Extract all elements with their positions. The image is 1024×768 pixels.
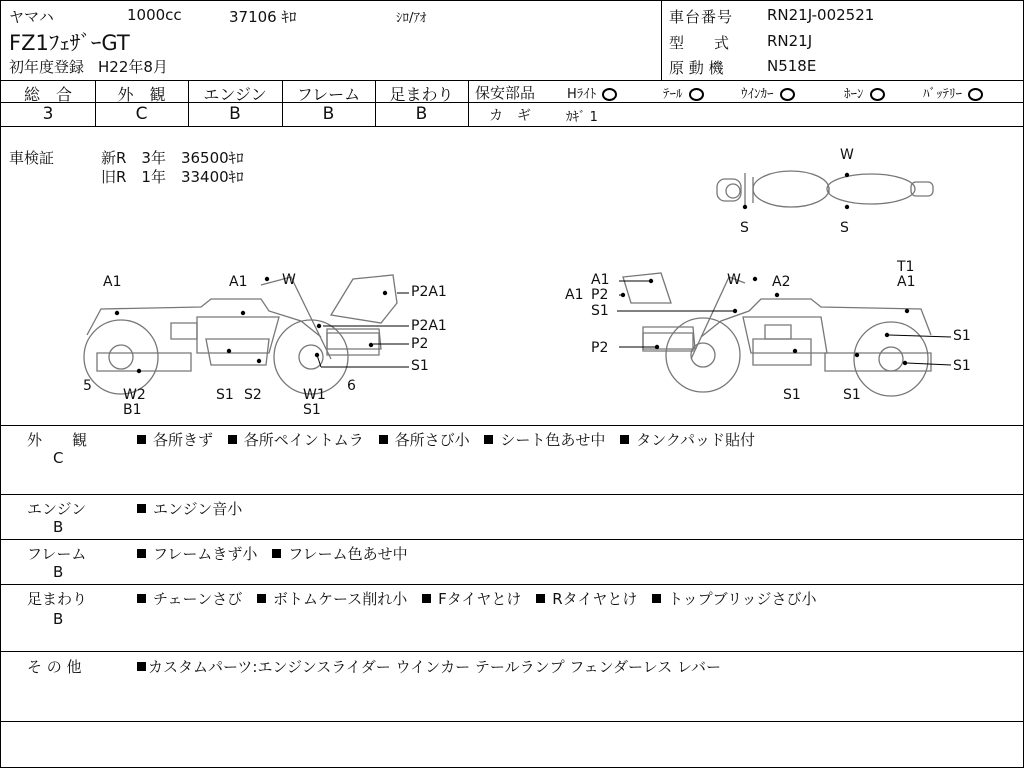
inspection-old: 旧R 1年 33400ｷﾛ [101, 168, 244, 186]
damage-label: P2 [591, 287, 609, 303]
damage-label: S1 [953, 328, 971, 344]
damage-label: S1 [303, 402, 321, 418]
bullet-square-icon [137, 435, 146, 444]
bullet-square-icon [137, 549, 146, 558]
model-type-value: RN21J [767, 32, 813, 50]
note-item: シート色あせ中 [500, 431, 606, 449]
diagram-bottom-rule [1, 425, 1023, 426]
safety-battery-label: ﾊﾞｯﾃﾘｰ [923, 87, 962, 102]
damage-label: T1 [897, 259, 915, 275]
ok-circle-icon [602, 88, 617, 101]
bullet-square-icon [137, 594, 146, 603]
safety-headlight [567, 83, 617, 102]
ok-circle-icon [689, 88, 704, 101]
grade-header-engine: エンジン [203, 85, 267, 104]
bullet-square-icon [379, 435, 388, 444]
damage-label: S1 [843, 387, 861, 403]
damage-points [115, 173, 909, 373]
note-item: フレームきず小 [153, 545, 258, 563]
note-item: チェーンさび [153, 590, 243, 608]
bike-left-view [84, 275, 397, 394]
grade-exterior: C [135, 104, 148, 124]
safety-parts-label: 保安部品 [475, 84, 536, 102]
first-registration-label: 初年度登録 [9, 58, 85, 76]
note-item: 各所さび小 [394, 431, 470, 449]
grade-header-overall: 総 合 [23, 85, 72, 104]
damage-label: B1 [123, 402, 142, 418]
note-engine-grade: B [53, 518, 64, 536]
damage-label: W [727, 272, 741, 288]
bullet-square-icon [257, 594, 266, 603]
ok-circle-icon [780, 88, 795, 101]
color: ｼﾛ/ｱｵ [396, 11, 427, 26]
bike-diagram [1, 127, 1023, 425]
safety-winker [741, 83, 795, 102]
note-rule [1, 651, 1023, 652]
inspection-label: 車検証 [9, 149, 55, 167]
note-suspension-items [137, 588, 816, 609]
grade-header-suspension: 足まわり [389, 85, 454, 104]
note-item: Rタイヤとけ [552, 590, 638, 608]
inspection-new: 新R 3年 36500ｷﾛ [101, 149, 244, 167]
damage-label: W2 [123, 387, 146, 403]
safety-horn-label: ﾎｰﾝ [844, 87, 864, 102]
bike-right-view [623, 273, 931, 396]
note-rule [1, 494, 1023, 495]
ok-circle-icon [968, 88, 983, 101]
key-label: カ ギ [489, 108, 531, 124]
bullet-square-icon [620, 435, 629, 444]
model-type-label: 型 式 [669, 34, 730, 52]
note-exterior-items [137, 429, 755, 450]
damage-label: P2A1 [411, 284, 447, 300]
engine-model-value: N518E [767, 57, 817, 75]
note-item: トップブリッジさび小 [668, 590, 817, 608]
damage-label: P2A1 [411, 318, 447, 334]
frame-number-label: 車台番号 [669, 8, 734, 26]
safety-battery [923, 83, 983, 102]
note-rule [1, 539, 1023, 540]
damage-label: S [840, 220, 849, 236]
bike-top-view [717, 171, 933, 209]
header-rule [1, 80, 1023, 81]
note-frame-grade: B [53, 563, 64, 581]
ok-circle-icon [870, 88, 885, 101]
note-exterior-grade: C [53, 449, 64, 467]
safety-mid-rule [468, 102, 1023, 103]
note-other-items [137, 656, 721, 677]
grade-engine: B [229, 104, 241, 124]
note-item: エンジン音小 [153, 500, 243, 518]
bullet-square-icon [422, 594, 431, 603]
bullet-square-icon [137, 504, 146, 513]
bullet-square-icon [137, 662, 146, 671]
damage-label: W [282, 272, 296, 288]
damage-label: S2 [244, 387, 262, 403]
damage-label: S1 [411, 358, 429, 374]
frame-number-value: RN21J-002521 [767, 6, 875, 24]
damage-label: A2 [772, 274, 791, 290]
grade-divider [468, 80, 469, 126]
grade-header-frame: フレーム [296, 85, 361, 104]
note-suspension-grade: B [53, 610, 64, 628]
grade-frame: B [322, 104, 335, 124]
bullet-square-icon [652, 594, 661, 603]
damage-label: A1 [897, 274, 916, 290]
note-item: 各所ペイントムラ [243, 431, 364, 449]
note-item: ボトムケース削れ小 [273, 590, 408, 608]
bullet-square-icon [536, 594, 545, 603]
note-item: フレーム色あせ中 [288, 545, 408, 563]
damage-label: 6 [347, 378, 356, 394]
damage-label: S1 [591, 303, 609, 319]
note-suspension-label: 足まわり [27, 590, 88, 608]
safety-tail [663, 83, 704, 102]
damage-label: S1 [216, 387, 234, 403]
note-exterior-label: 外 観 [27, 431, 88, 449]
note-frame-items [137, 543, 408, 564]
note-other-label: そ の 他 [27, 658, 82, 676]
first-registration-value: H22年8月 [98, 58, 168, 76]
safety-winker-label: ｳｲﾝｶｰ [741, 87, 774, 102]
note-item: Fタイヤとけ [438, 590, 522, 608]
note-item: タンクパッド貼付 [636, 431, 755, 449]
note-item: 各所きず [153, 431, 214, 449]
safety-headlight-label: Hﾗｲﾄ [567, 87, 597, 102]
note-rule [1, 584, 1023, 585]
grade-header-exterior: 外 観 [117, 85, 166, 104]
damage-label: 5 [83, 378, 92, 394]
damage-label: P2 [591, 340, 609, 356]
bullet-square-icon [272, 549, 281, 558]
note-engine-items [137, 498, 242, 519]
note-frame-label: フレーム [27, 545, 87, 563]
displacement: 1000cc [127, 6, 182, 24]
damage-label: A1 [229, 274, 248, 290]
bullet-square-icon [484, 435, 493, 444]
damage-label: S [740, 220, 749, 236]
maker: ヤマハ [9, 8, 54, 26]
damage-label: A1 [591, 272, 610, 288]
note-item: カスタムパーツ:エンジンスライダー ウインカー テールランプ フェンダーレス レバー [148, 658, 721, 676]
damage-label: P2 [411, 336, 429, 352]
note-engine-label: エンジン [27, 500, 87, 518]
bullet-square-icon [228, 435, 237, 444]
damage-label: A1 [565, 287, 584, 303]
header-divider [661, 1, 662, 80]
safety-horn [844, 83, 885, 102]
damage-label: W [840, 147, 854, 163]
engine-model-label: 原 動 機 [669, 59, 724, 77]
note-rule [1, 721, 1023, 722]
mileage: 37106 ｷﾛ [229, 8, 297, 26]
key-value: ｶｷﾞ 1 [566, 110, 598, 125]
safety-tail-label: ﾃｰﾙ [663, 87, 683, 102]
damage-label: S1 [783, 387, 801, 403]
grade-overall: 3 [42, 104, 54, 124]
grade-suspension: B [415, 104, 428, 124]
damage-label: W1 [303, 387, 326, 403]
damage-label: A1 [103, 274, 122, 290]
damage-label: S1 [953, 358, 971, 374]
model-name: FZ1ﾌｪｻﾞｰGT [9, 31, 130, 55]
